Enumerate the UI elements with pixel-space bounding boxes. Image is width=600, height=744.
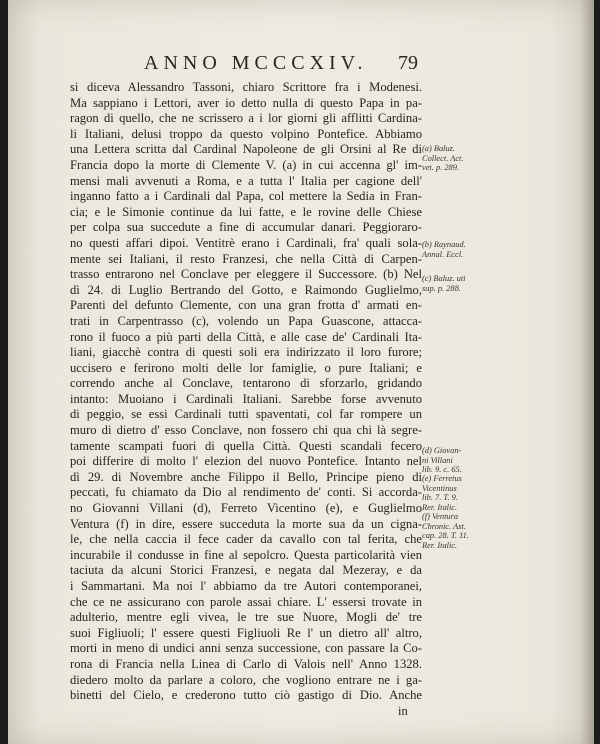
text-line: le, che nella caccia il fece cader da cavallo con tal ferita, che [70, 532, 422, 547]
margin-note-line: cap. 28. T. 11. [422, 531, 469, 541]
text-line: trasso entrarono nel Conclave per eleggere il Successore. (b) Nel [70, 267, 422, 282]
text-line: correndo anche al Conclave, tentarono di sforzarlo, gridando [70, 376, 422, 391]
text-line: li Italiani, delusi troppo da questo volpino Pontefice. Abbiamo [70, 126, 422, 141]
text-line: muro di dietro d' esso Conclave, non fossero chi qua chi là segre- [70, 423, 422, 438]
text-line: dì 24. di Luglio Bertrando del Gotto, e Raimondo Guglielmo, [70, 282, 422, 297]
text-line: per colpa sua succedute a fine di accumular danari. Peggioraro- [70, 220, 422, 235]
margin-note-line: Chronic. Ast. [422, 521, 466, 531]
text-line: intanto: Muoiano i Cardinali Italiani. Sarebbe forse avvenuto [70, 391, 422, 406]
text-line: dì 29. di Novembre anche Filippo il Bello, Principe pieno di [70, 469, 422, 484]
text-line: incurabile il condusse in fine al sepolcro. Questa particolarità vien [70, 547, 422, 562]
text-line: liani, giacchè contra di questi soli era indirizzato il loro furore; [70, 345, 422, 360]
margin-note-line: (e) Ferretus [422, 474, 462, 483]
page-gutter-shadow [580, 0, 594, 744]
text-line: no questi affari dipoi. Ventitrè erano i Cardinali, fra' quali sola- [70, 235, 422, 250]
margin-note-line: Annal. Eccl. [422, 249, 464, 259]
text-line: rona di Francia nella Linea di Carlo di Valois nell' Anno 1328. [70, 656, 422, 671]
text-line: ragon di quello, che ne scrissero a i lor giorni gli afflitti Cardina- [70, 111, 422, 126]
text-line: morti in meno di undici anni senza successione, con passare la Co- [70, 641, 422, 656]
text-line: Parenti del defunto Clemente, con una gran frotta d' armati en- [70, 298, 422, 313]
margin-note-line: Rer. Italic. [422, 540, 458, 550]
text-line: mensi mali avvenuti a Roma, e a tutta l' Italia per cagione dell' [70, 173, 422, 188]
text-line: inganno fatto a i Cardinali dal Papa, col mettere la Sedia in Fran- [70, 189, 422, 204]
running-title: ANNO MCCCXIV. [144, 52, 368, 74]
margin-note-line: Rer. Italic. [422, 502, 458, 512]
text-line: rono il fuoco a più parti della Città, e alle case de' Cardinali Ita- [70, 329, 422, 344]
margin-note-line: vet. p. 289. [422, 163, 459, 173]
margin-note [422, 446, 522, 475]
book-page [8, 0, 594, 744]
text-line: tamente scampati fuori di quella Città. Questi scandali fecero [70, 438, 422, 453]
text-line: taciuta da alcuni Storici Franzesi, e negata dal Mezeray, e da [70, 563, 422, 578]
text-line: che ce ne assicurano con parole assai chiare. L' essersi trovate in [70, 594, 422, 609]
margin-note-line: lib. 7. T. 9. [422, 493, 458, 503]
catchword: in [398, 703, 408, 718]
text-line: mente sei Italiani, il resto Franzesi, che nella Città di Carpen- [70, 251, 422, 266]
text-line: diedero molto da parlare a coloro, che vogliono entrare ne i ga- [70, 672, 422, 687]
margin-note-line: sup. p. 288. [422, 283, 461, 293]
text-line: no Giovanni Villani (d), Ferreto Vicentino (e), e Guglielmo [70, 501, 422, 516]
page-number: 79 [398, 52, 418, 74]
margin-note [422, 274, 522, 293]
text-line: Ma sappiano i Lettori, aver io detto nulla di questo Papa in pa- [70, 95, 422, 110]
text-line: i Sammartani. Ma noi l' abbiamo da tre Autori contemporanei, [70, 579, 422, 593]
text-line: peccati, fu chiamato da Dio al rendimento de' conti. Si accorda- [70, 485, 422, 500]
page-header [8, 46, 594, 76]
margin-note-line: Vicentinus [422, 483, 457, 493]
text-line: uccisero e ferirono molti delle lor famiglie, o pure Italiani; e [70, 360, 422, 375]
text-line: suoi Figliuoli; l' essere questi Figliuoli Re l' un dietro all' altro, [70, 625, 422, 640]
body-text [70, 80, 422, 719]
text-line: poi differire di molto l' elezion del nuovo Pontefice. Intanto nel [70, 454, 422, 469]
text-line: Francia dopo la morte di Clemente V. (a) in cui accenna gl' im- [70, 157, 422, 172]
text-line: binetti del Cielo, e crederono tutto ciò gastigo di Dio. Anche [70, 688, 422, 703]
margin-note-line: (d) Giovan- [422, 446, 462, 455]
margin-note-line: (c) Baluz. uti [422, 274, 466, 283]
margin-note-line: ni Villani [422, 455, 453, 465]
margin-note [422, 144, 522, 173]
margin-note-line: Collect. Act. [422, 153, 464, 163]
margin-note-line: (a) Baluz. [422, 144, 456, 153]
text-line: adulterio, mentre egli vivea, le tre sue Nuore, Mogli de' tre [70, 610, 422, 625]
text-line: di peggio, se essi Cardinali tutti spaventati, col far rompere un [70, 407, 422, 422]
margin-note-line: (b) Raynaud. [422, 240, 466, 249]
margin-note [422, 512, 522, 550]
text-line: cia; e le Simonie continue da lui fatte, e le rovine delle Chiese [70, 204, 422, 219]
margin-note-line: (f) Ventura [422, 512, 459, 521]
text-line: si diceva Alessandro Tassoni, chiaro Scrittore fra i Modenesi. [70, 80, 422, 94]
margin-note-line: lib. 9. c. 65. [422, 465, 462, 475]
margin-note [422, 240, 522, 259]
text-line: trati in Carpentrasso (c), volendo un Papa Guascone, attacca- [70, 313, 422, 328]
margin-note [422, 474, 522, 512]
text-line: Ventura (f) in dire, essere succeduta la morte sua da un cigna- [70, 516, 422, 531]
text-line: una Lettera scritta dal Cardinal Napoleone de gli Orsini al Re di [70, 142, 422, 157]
